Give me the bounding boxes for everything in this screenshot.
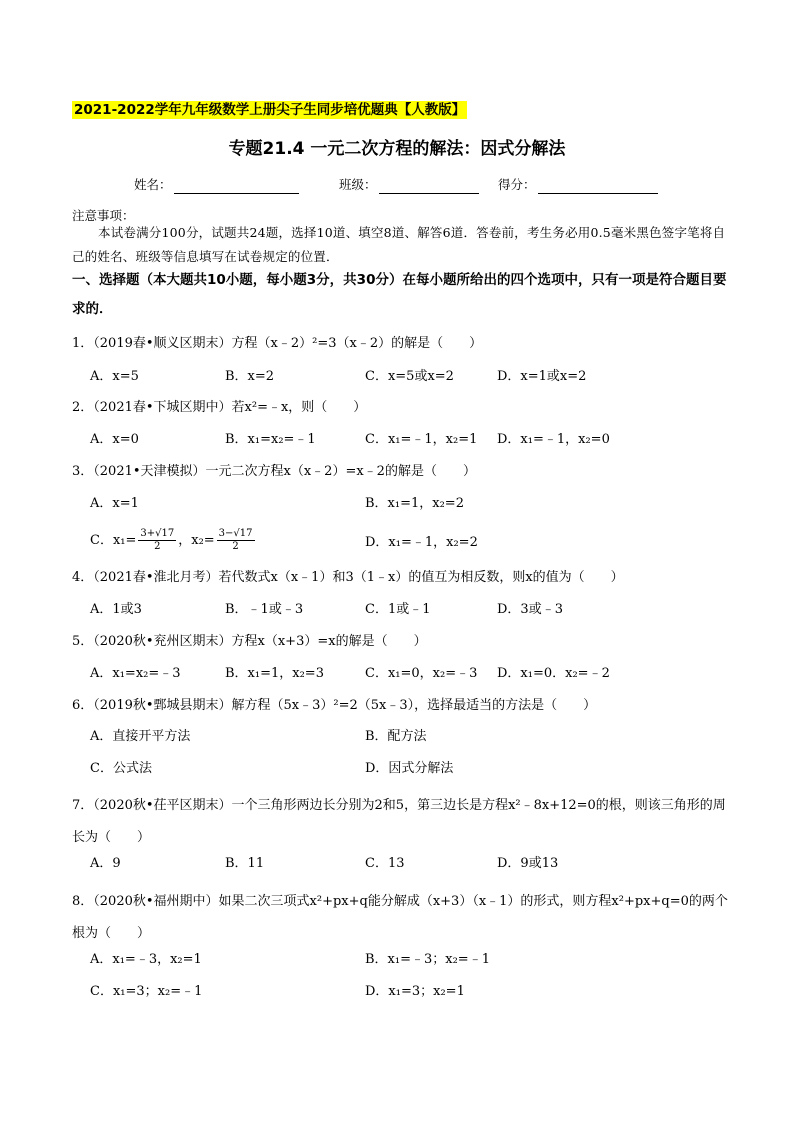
class-field bbox=[339, 176, 479, 194]
q8-option-b[interactable]: B．x₁=﹣3；x₂=﹣1 bbox=[365, 952, 490, 967]
q8-option-a[interactable]: A．x₁=﹣3，x₂=1 bbox=[90, 952, 202, 967]
page-title: 专题21.4 一元二次方程的解法：因式分解法 bbox=[228, 139, 566, 159]
q3-option-b[interactable]: B．x₁=1，x₂=2 bbox=[365, 496, 464, 511]
q7-option-b[interactable]: B．11 bbox=[225, 856, 265, 871]
q4-option-b[interactable]: B．﹣1或﹣3 bbox=[225, 602, 304, 617]
q3-option-c-fraction-2 bbox=[217, 528, 255, 553]
q1-option-c[interactable]: C．x=5或x=2 bbox=[365, 369, 454, 384]
q2-option-c[interactable]: C．x₁=﹣1，x₂=1 bbox=[365, 432, 478, 447]
score-blank[interactable] bbox=[538, 179, 658, 194]
q7-option-c[interactable]: C．13 bbox=[365, 856, 405, 871]
q4-option-d[interactable]: D．3或﹣3 bbox=[497, 602, 563, 617]
question-3: 3．（2021•天津模拟）一元二次方程x（x﹣2）=x﹣2的解是（ ） bbox=[72, 464, 476, 479]
q5-option-a[interactable]: A．x₁=x₂=﹣3 bbox=[90, 666, 181, 681]
question-7: 7．（2020秋•茌平区期末）一个三角形两边长分别为2和5，第三边长是方程x²﹣8x+12=0的根，则该三角形的周长为（ ） bbox=[72, 798, 726, 845]
q3-option-c-mid: ，x₂= bbox=[178, 532, 215, 548]
q5-option-d[interactable]: D．x₁=0．x₂=﹣2 bbox=[497, 666, 610, 681]
q6-option-b[interactable]: B．配方法 bbox=[365, 729, 427, 744]
q1-option-d[interactable]: D．x=1或x=2 bbox=[497, 369, 587, 384]
q2-option-a[interactable]: A．x=0 bbox=[90, 432, 139, 447]
fraction-numerator: 3−√17 bbox=[218, 528, 253, 539]
q1-option-a[interactable]: A．x=5 bbox=[90, 369, 139, 384]
q2-option-d[interactable]: D．x₁=﹣1，x₂=0 bbox=[497, 432, 610, 447]
question-2: 2．（2021春•下城区期中）若x²=﹣x，则（ ） bbox=[72, 400, 367, 415]
q3-option-c-fraction-1 bbox=[138, 528, 176, 553]
name-blank[interactable] bbox=[174, 179, 299, 194]
q4-option-a[interactable]: A．1或3 bbox=[90, 602, 142, 617]
class-blank[interactable] bbox=[379, 179, 479, 194]
q8-option-d[interactable]: D．x₁=3；x₂=1 bbox=[365, 984, 465, 999]
score-label: 得分： bbox=[498, 177, 536, 192]
q2-option-b[interactable]: B．x₁=x₂=﹣1 bbox=[225, 432, 316, 447]
q7-option-a[interactable]: A．9 bbox=[90, 856, 121, 871]
q8-option-c[interactable]: C．x₁=3；x₂=﹣1 bbox=[90, 984, 203, 999]
fraction-denominator: 2 bbox=[154, 541, 161, 552]
fraction-numerator: 3+√17 bbox=[140, 528, 175, 539]
q3-option-a[interactable]: A．x=1 bbox=[90, 496, 139, 511]
notice-title: 注意事项： bbox=[72, 208, 135, 223]
notice-body: 本试卷满分100分，试题共24题，选择10道、填空8道、解答6道．答卷前，考生务必用0.5毫米黑色签字笔将自己的姓名、班级等信息填写在试卷规定的位置． bbox=[72, 225, 726, 264]
q1-option-b[interactable]: B．x=2 bbox=[225, 369, 275, 384]
q6-option-d[interactable]: D．因式分解法 bbox=[365, 761, 454, 776]
question-5: 5．（2020秋•兖州区期末）方程x（x+3）=x的解是（ ） bbox=[72, 634, 427, 649]
fraction-denominator: 2 bbox=[232, 541, 239, 552]
question-8: 8．（2020秋•福州期中）如果二次三项式x²+px+q能分解成（x+3）（x﹣1）的形式，则方程x²+px+q=0的两个根为（ ） bbox=[72, 894, 728, 941]
section-heading: 一、选择题（本大题共10小题，每小题3分，共30分）在每小题所给出的四个选项中，只有一项是符合题目要求的． bbox=[72, 272, 727, 317]
q4-option-c[interactable]: C．1或﹣1 bbox=[365, 602, 431, 617]
name-field bbox=[134, 176, 299, 194]
q6-option-c[interactable]: C．公式法 bbox=[90, 761, 152, 776]
q7-option-d[interactable]: D．9或13 bbox=[497, 856, 559, 871]
question-4: 4．（2021春•淮北月考）若代数式x（x﹣1）和3（1﹣x）的值互为相反数，则x的值为（ ） bbox=[72, 570, 624, 585]
q5-option-c[interactable]: C．x₁=0，x₂=﹣3 bbox=[365, 666, 478, 681]
q5-option-b[interactable]: B．x₁=1，x₂=3 bbox=[225, 666, 324, 681]
question-1: 1．（2019春•顺义区期末）方程（x﹣2）²=3（x﹣2）的解是（ ） bbox=[72, 336, 483, 351]
q3-option-d[interactable]: D．x₁=﹣1，x₂=2 bbox=[365, 535, 478, 550]
question-6: 6．（2019秋•鄄城县期末）解方程（5x﹣3）²=2（5x﹣3），选择最适当的方法是（ ） bbox=[72, 698, 597, 713]
q3-option-c[interactable] bbox=[90, 528, 257, 553]
q3-option-c-prefix: C．x₁= bbox=[90, 532, 137, 548]
score-field bbox=[498, 176, 658, 194]
q6-option-a[interactable]: A．直接开平方法 bbox=[90, 729, 191, 744]
series-banner: 2021-2022学年九年级数学上册尖子生同步培优题典【人教版】 bbox=[74, 102, 466, 118]
name-label: 姓名： bbox=[134, 177, 172, 192]
class-label: 班级： bbox=[339, 177, 377, 192]
